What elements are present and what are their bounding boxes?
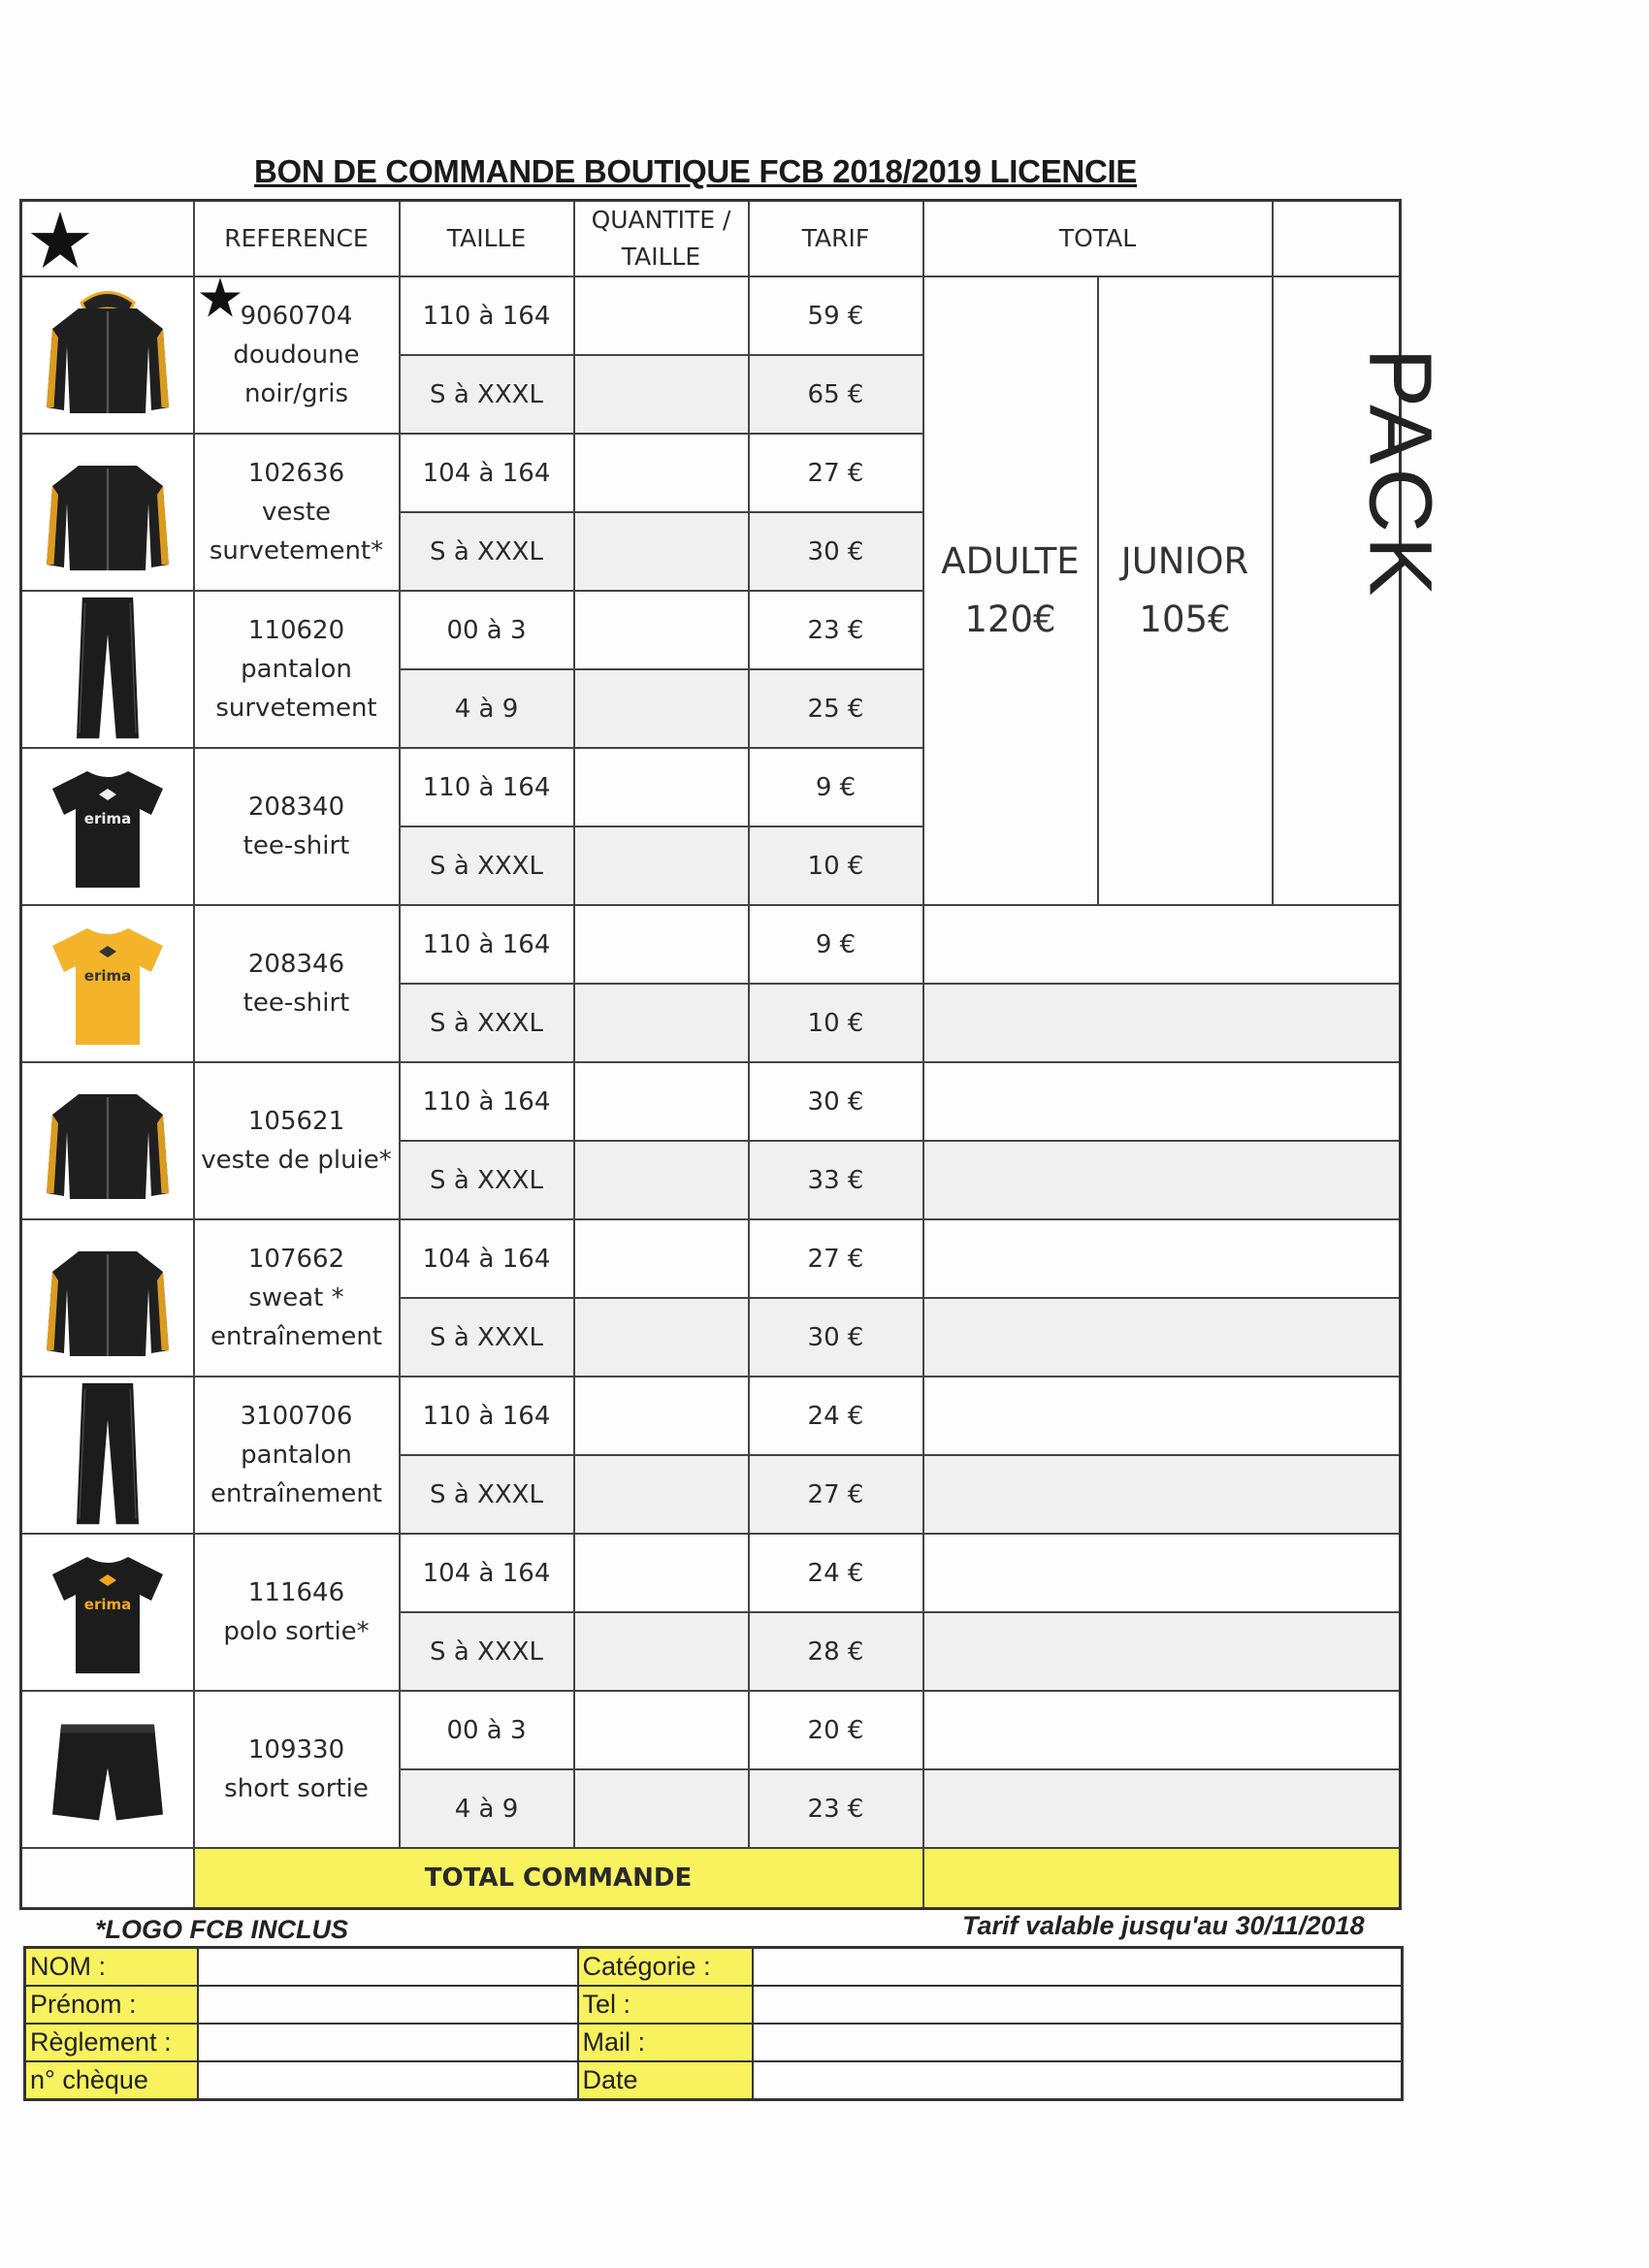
info-label-left: Règlement : <box>25 2024 198 2061</box>
price-cell: 27 € <box>749 434 923 512</box>
quantity-input-cell[interactable] <box>574 1769 749 1848</box>
quantity-input-cell[interactable] <box>574 1141 749 1219</box>
quantity-input-cell[interactable] <box>574 512 749 591</box>
pack-junior-label: JUNIOR <box>1120 540 1249 582</box>
info-input-right[interactable] <box>753 1948 1403 1987</box>
table-row <box>21 905 1401 984</box>
reference-code: 105621 <box>247 1107 345 1136</box>
quantity-input-cell[interactable] <box>574 748 749 826</box>
order-table <box>19 199 1449 1910</box>
size-cell: 110 à 164 <box>400 748 574 826</box>
track-jacket-icon <box>22 439 193 585</box>
reference-cell <box>194 748 400 905</box>
table-row <box>21 1534 1401 1612</box>
product-name: survetement* <box>209 536 384 566</box>
product-name: pantalon <box>241 655 352 684</box>
price-cell: 30 € <box>749 512 923 591</box>
size-cell: 00 à 3 <box>400 1691 574 1769</box>
info-input-right[interactable] <box>753 1986 1403 2024</box>
quantity-input-cell[interactable] <box>574 1691 749 1769</box>
price-cell: 65 € <box>749 355 923 434</box>
info-input-left[interactable] <box>198 1948 578 1987</box>
product-image <box>21 1691 194 1848</box>
pack-label: PACK <box>1349 347 1449 600</box>
quantity-input-cell[interactable] <box>574 1534 749 1612</box>
total-input-cell[interactable] <box>923 984 1401 1062</box>
reference-code: 208340 <box>247 793 345 822</box>
price-cell: 33 € <box>749 1141 923 1219</box>
price-cell: 23 € <box>749 591 923 669</box>
total-commande-label: TOTAL COMMANDE <box>194 1848 923 1909</box>
star-icon <box>199 277 242 318</box>
info-input-left[interactable] <box>198 2061 578 2100</box>
product-name: noir/gris <box>243 379 349 408</box>
reference-code: 9060704 <box>240 302 353 331</box>
info-input-right[interactable] <box>753 2024 1403 2061</box>
training-pants-icon <box>22 1377 193 1533</box>
size-cell: 104 à 164 <box>400 1534 574 1612</box>
black-tshirt-icon <box>22 754 193 899</box>
price-cell: 30 € <box>749 1062 923 1141</box>
price-cell: 23 € <box>749 1769 923 1848</box>
price-cell: 24 € <box>749 1534 923 1612</box>
reference-cell <box>194 1534 400 1691</box>
pack-adulte-price: 120€ <box>964 599 1056 640</box>
header-tarif: TARIF <box>749 201 923 277</box>
total-input-cell[interactable] <box>923 1691 1401 1769</box>
reference-cell <box>194 591 400 748</box>
size-cell: S à XXXL <box>400 984 574 1062</box>
puffer-jacket-icon <box>22 282 193 428</box>
pack-junior-price: 105€ <box>1139 599 1231 640</box>
product-image <box>21 591 194 748</box>
reference-cell <box>194 434 400 591</box>
size-cell: 00 à 3 <box>400 591 574 669</box>
track-pants-icon <box>22 592 193 747</box>
total-input-cell[interactable] <box>923 1534 1401 1612</box>
product-name: survetement <box>215 694 377 723</box>
info-input-left[interactable] <box>198 1986 578 2024</box>
logo-note: *LOGO FCB INCLUS <box>95 1915 348 1944</box>
size-cell: S à XXXL <box>400 1612 574 1691</box>
product-name: entraînement <box>210 1479 382 1508</box>
reference-code: 3100706 <box>240 1402 353 1431</box>
reference-cell <box>194 276 400 434</box>
info-label-right: Catégorie : <box>578 1948 753 1987</box>
total-input-cell[interactable] <box>923 1455 1401 1534</box>
product-image <box>21 434 194 591</box>
info-label-left: Prénom : <box>25 1986 198 2024</box>
price-cell: 28 € <box>749 1612 923 1691</box>
quantity-input-cell[interactable] <box>574 355 749 434</box>
info-input-left[interactable] <box>198 2024 578 2061</box>
table-row <box>21 1062 1401 1141</box>
header-quantite-line1: QUANTITE / <box>591 206 731 234</box>
reference-cell <box>194 905 400 1062</box>
table-row <box>21 1377 1401 1455</box>
reference-code: 107662 <box>247 1245 345 1274</box>
price-cell: 27 € <box>749 1219 923 1298</box>
reference-code: 110620 <box>247 616 345 645</box>
size-cell: S à XXXL <box>400 1141 574 1219</box>
reference-cell <box>194 1377 400 1534</box>
total-input-cell[interactable] <box>923 1612 1401 1691</box>
quantity-input-cell[interactable] <box>574 984 749 1062</box>
info-row <box>25 2024 1403 2061</box>
quantity-input-cell[interactable] <box>574 669 749 748</box>
product-name: pantalon <box>241 1441 352 1470</box>
product-name: veste de pluie* <box>201 1146 392 1175</box>
total-input-cell[interactable] <box>923 1141 1401 1219</box>
header-blank <box>1273 201 1401 277</box>
total-commande-row <box>21 1848 1401 1909</box>
product-image <box>21 748 194 905</box>
size-cell: 104 à 164 <box>400 434 574 512</box>
size-cell: 110 à 164 <box>400 276 574 355</box>
price-cell: 59 € <box>749 276 923 355</box>
size-cell: S à XXXL <box>400 1298 574 1377</box>
price-cell: 24 € <box>749 1377 923 1455</box>
star-header-cell <box>21 201 194 277</box>
product-name: polo sortie* <box>223 1617 370 1646</box>
size-cell: S à XXXL <box>400 1455 574 1534</box>
price-cell: 9 € <box>749 905 923 984</box>
sweatshirt-icon <box>22 1225 193 1371</box>
reference-code: 109330 <box>247 1735 345 1765</box>
product-name: doudoune <box>233 340 360 370</box>
info-label-right: Tel : <box>578 1986 753 2024</box>
price-cell: 25 € <box>749 669 923 748</box>
reference-code: 102636 <box>247 459 345 488</box>
total-input-cell[interactable] <box>923 905 1401 984</box>
shorts-icon <box>22 1701 193 1837</box>
price-cell: 10 € <box>749 826 923 905</box>
header-total: TOTAL <box>923 201 1273 277</box>
info-row <box>25 1986 1403 2024</box>
quantity-input-cell[interactable] <box>574 1062 749 1141</box>
validity-note: Tarif valable jusqu'au 30/11/2018 <box>962 1911 1365 1940</box>
info-input-right[interactable] <box>753 2061 1403 2100</box>
product-name: tee-shirt <box>242 831 350 860</box>
reference-code: 208346 <box>247 950 345 979</box>
quantity-input-cell[interactable] <box>574 826 749 905</box>
product-image <box>21 905 194 1062</box>
table-row <box>21 276 1401 355</box>
quantity-input-cell[interactable] <box>574 1219 749 1298</box>
pack-adulte-label: ADULTE <box>941 540 1080 582</box>
quantity-input-cell[interactable] <box>574 1298 749 1377</box>
quantity-input-cell[interactable] <box>574 1612 749 1691</box>
total-input-cell[interactable] <box>923 1219 1401 1298</box>
price-cell: 10 € <box>749 984 923 1062</box>
yellow-tshirt-icon <box>22 911 193 1056</box>
quantity-input-cell[interactable] <box>574 1377 749 1455</box>
total-commande-value[interactable] <box>923 1848 1401 1909</box>
reference-cell <box>194 1691 400 1848</box>
reference-cell <box>194 1062 400 1219</box>
size-cell: 4 à 9 <box>400 669 574 748</box>
blank-cell <box>21 1848 194 1909</box>
page-title: BON DE COMMANDE BOUTIQUE FCB 2018/2019 LICENCIE <box>254 153 1138 189</box>
price-cell: 20 € <box>749 1691 923 1769</box>
product-name: veste <box>261 498 332 527</box>
size-cell: S à XXXL <box>400 826 574 905</box>
svg-text:erima: erima <box>83 810 131 827</box>
size-cell: 104 à 164 <box>400 1219 574 1298</box>
table-row <box>21 1219 1401 1298</box>
product-name: sweat * <box>248 1283 344 1312</box>
product-name: tee-shirt <box>242 988 350 1018</box>
price-cell: 30 € <box>749 1298 923 1377</box>
quantity-input-cell[interactable] <box>574 905 749 984</box>
header-quantite-line2: TAILLE <box>621 243 701 271</box>
product-name: short sortie <box>224 1774 369 1803</box>
header-quantite <box>574 201 749 277</box>
reference-cell <box>194 1219 400 1377</box>
size-cell: 110 à 164 <box>400 1377 574 1455</box>
rain-jacket-icon <box>22 1068 193 1214</box>
pack-cell <box>1273 276 1449 905</box>
info-label-left: NOM : <box>25 1948 198 1987</box>
info-row <box>25 2061 1403 2100</box>
header-reference: REFERENCE <box>194 201 400 277</box>
quantity-input-cell[interactable] <box>574 434 749 512</box>
size-cell: 110 à 164 <box>400 1062 574 1141</box>
product-image <box>21 1377 194 1534</box>
product-image <box>21 1219 194 1377</box>
product-name: entraînement <box>210 1322 382 1351</box>
table-row <box>21 1691 1401 1769</box>
info-row <box>25 1948 1403 1987</box>
price-cell: 9 € <box>749 748 923 826</box>
polo-icon <box>22 1539 193 1685</box>
star-icon <box>28 211 92 270</box>
size-cell: S à XXXL <box>400 355 574 434</box>
svg-text:erima: erima <box>83 967 131 985</box>
customer-info-table <box>23 1946 1404 2101</box>
header-taille: TAILLE <box>400 201 574 277</box>
price-cell: 27 € <box>749 1455 923 1534</box>
info-label-left: n° chèque <box>25 2061 198 2100</box>
size-cell: 110 à 164 <box>400 905 574 984</box>
quantity-input-cell[interactable] <box>574 1455 749 1534</box>
product-image <box>21 1534 194 1691</box>
svg-text:erima: erima <box>83 1596 131 1613</box>
product-image <box>21 276 194 434</box>
total-input-cell[interactable] <box>923 1769 1401 1848</box>
quantity-input-cell[interactable] <box>574 591 749 669</box>
info-label-right: Date <box>578 2061 753 2100</box>
reference-code: 111646 <box>247 1578 345 1607</box>
info-label-right: Mail : <box>578 2024 753 2061</box>
size-cell: S à XXXL <box>400 512 574 591</box>
quantity-input-cell[interactable] <box>574 276 749 355</box>
pack-adulte-cell <box>923 276 1098 905</box>
size-cell: 4 à 9 <box>400 1769 574 1848</box>
total-input-cell[interactable] <box>923 1062 1401 1141</box>
total-input-cell[interactable] <box>923 1298 1401 1377</box>
pack-junior-cell <box>1098 276 1273 905</box>
product-image <box>21 1062 194 1219</box>
total-input-cell[interactable] <box>923 1377 1401 1455</box>
